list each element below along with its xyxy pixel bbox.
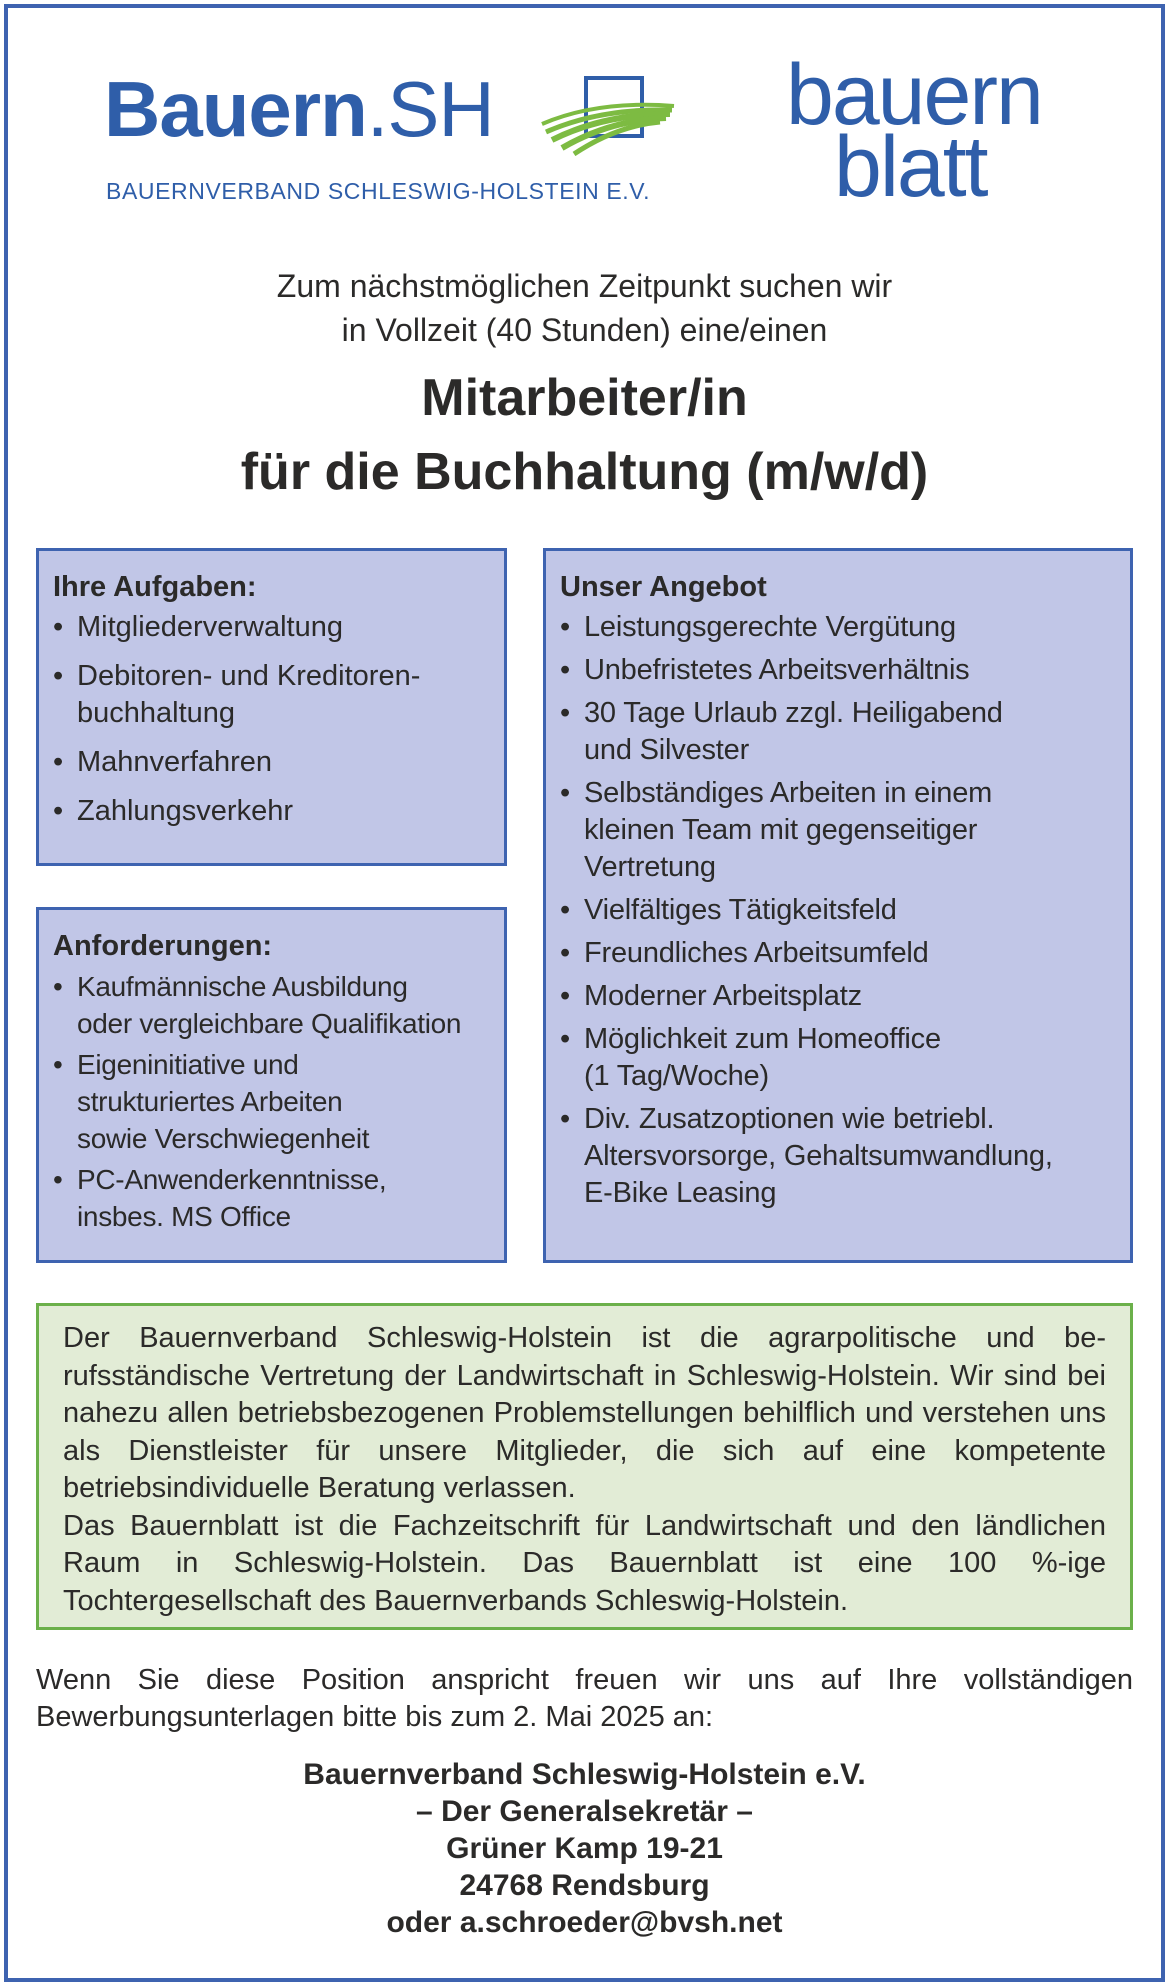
job-title-line-2: für die Buchhaltung (m/w/d) (240, 443, 929, 501)
requirements-heading: Anforderungen: (53, 930, 273, 962)
list-item: • Div. Zusatzoptionen wie betriebl. Altersvorsorge, Gehaltsumwandlung, E-Bike Leasing (560, 1101, 1116, 1212)
list-item: • Unbefristetes Arbeitsverhältnis (560, 652, 1116, 689)
offer-list (560, 609, 1116, 1212)
about-box (36, 1303, 1133, 1630)
address-city: 24768 Rendsburg (459, 1869, 710, 1902)
list-item: • Leistungsgerechte Vergütung (560, 609, 1116, 646)
list-item: • Eigeninitiative und strukturiertes Arbeiten sowie Verschwiegenheit (53, 1046, 490, 1157)
list-item: • Kaufmännische Ausbildung oder vergleichbare Qualifikation (53, 968, 490, 1042)
list-item: • Debitoren- und Kreditoren- buchhaltung (53, 658, 490, 732)
address-street: Grüner Kamp 19-21 (446, 1832, 723, 1865)
list-item: • Selbständiges Arbeiten in einem kleinen Team mit gegenseitiger Vertretung (560, 775, 1116, 886)
list-item: • Freundliches Arbeitsumfeld (560, 935, 1116, 972)
bauernblatt-line2: blatt (834, 119, 987, 215)
list-item: • Moderner Arbeitsplatz (560, 978, 1116, 1015)
about-paragraph-2: Das Bauernblatt ist die Fachzeitschrift für Landwirtschaft und den ländlichen Raum in Schleswig-Holstein. Das Bauernblatt ist eine 100 %-ige Tochtergesellschaft des Bauernverbands Schleswig-Holstein. (63, 1509, 1106, 1617)
brand-main: Bauern (104, 65, 367, 153)
offer-heading: Unser Angebot (560, 571, 767, 603)
list-item: • PC-Anwenderkenntnisse, insbes. MS Office (53, 1161, 490, 1235)
intro-line-2: in Vollzeit (40 Stunden) eine/einen (341, 312, 828, 348)
list-item: • 30 Tage Urlaub zzgl. Heiligabend und Silvester (560, 695, 1116, 769)
address-role: – Der Generalsekretär – (416, 1795, 753, 1828)
brand-suffix: .SH (366, 65, 494, 153)
application-call-to-action: Wenn Sie diese Position anspricht freuen wir uns auf Ihre vollständigen Bewerbungsunterlagen bitte bis zum 2. Mai 2025 an: (36, 1664, 1133, 1733)
list-item: • Mahnverfahren (53, 744, 490, 781)
bauern-sh-logo (104, 62, 684, 212)
address-email[interactable]: oder a.schroeder@bvsh.net (386, 1906, 783, 1939)
tasks-list (53, 609, 490, 830)
bauern-sh-wordmark (104, 65, 494, 153)
about-paragraph-1: Der Bauernverband Schleswig-Holstein ist die agrarpolitische und berufsständische Vertretung der Landwirtschaft in Schleswig-Holstein. Wir sind bei nahezu allen betriebsbezogenen Problemstellungen behilflich und verstehen uns als Dienstleister für unsere Mitglieder, die sich auf eine kompetente betriebsindividuelle Beratung verlassen. (63, 1322, 1106, 1504)
job-title-line-1: Mitarbeiter/in (421, 369, 748, 427)
tasks-box (36, 548, 507, 866)
tasks-heading: Ihre Aufgaben: (53, 571, 257, 603)
requirements-list (53, 968, 490, 1235)
list-item: • Möglichkeit zum Homeoffice (1 Tag/Woche) (560, 1021, 1116, 1095)
list-item: • Zahlungsverkehr (53, 793, 490, 830)
bauernblatt-logo (786, 47, 1066, 222)
bauern-sh-subtitle: BAUERNVERBAND SCHLESWIG-HOLSTEIN E.V. (106, 178, 651, 204)
address-org: Bauernverband Schleswig-Holstein e.V. (303, 1758, 866, 1791)
contact-address (0, 1756, 1169, 1941)
list-item: • Vielfältiges Tätigkeitsfeld (560, 892, 1116, 929)
intro-line-1: Zum nächstmöglichen Zeitpunkt suchen wir (276, 268, 893, 304)
bauernblatt-line1: bauern (786, 47, 1042, 143)
offer-box (543, 548, 1133, 1263)
list-item: • Mitgliederverwaltung (53, 609, 490, 646)
field-furrows-icon (538, 76, 678, 156)
requirements-box (36, 907, 507, 1263)
